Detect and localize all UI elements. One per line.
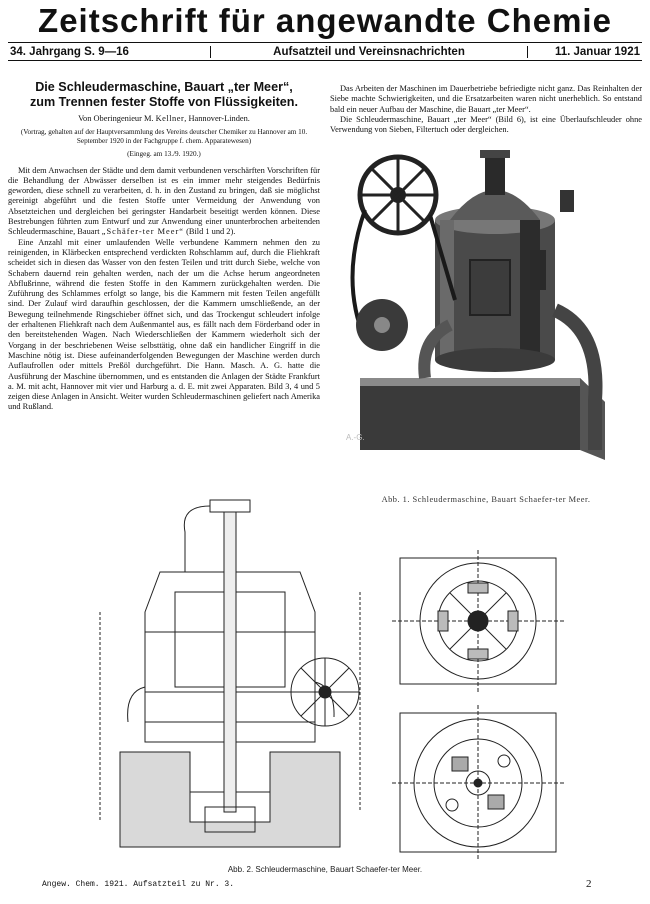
left-column [8,80,320,413]
centrifuge-plan-view-bottom [392,705,564,860]
journal-title: Zeitschrift für angewandte Chemie [38,2,612,39]
paragraph-1-text: Mit dem Anwachsen der Städte und dem damit verbundenen verschärften Vorschriften für die Behandlung der Abwässer derselben ist es ein immer mehr steigendes Bedürfnis geworden, diese schnell zu verarbeiten, d. h. in den Zustand zu bringen, daß sie möglichst gereinigt abgeführt und die festen Stoffe unter Vermeidung der Anwendung von Absetzteichen und dergleichen bei geringster Handarbeit beseitigt werden können. Diese Bestrebungen führten zum Entwurf und zur Anwendung einer ununterbrochen arbeitenden Schleudermaschine, Bauart [8,165,320,237]
paragraph-1-machine-name: „Schäfer-ter Meer“ [101,227,184,237]
centrifuge-section-drawing [90,492,370,852]
centrifuge-plan-view-top [392,550,564,692]
svg-text:A.-G.: A.-G. [346,433,365,442]
issue-date: 11. Januar 1921 [554,45,640,58]
page-number: 2 [586,878,592,890]
article-title [8,80,320,110]
right-column [330,84,642,135]
centrifuge-photo [330,150,642,472]
journal-footer: Angew. Chem. 1921. Aufsatzteil zu Nr. 3. [42,880,235,889]
author-name: Kellner [155,114,185,123]
section-name: Aufsatzteil und Vereinsnachrichten [211,46,528,58]
volume-pages: 34. Jahrgang S. 9—16 [8,46,211,58]
article-title-line1: Die Schleudermaschine, Bauart „ter Meer“, [35,80,293,94]
figure-2-caption: Abb. 2. Schleudermaschine, Bauart Schaefer-ter Meer. [227,865,423,874]
received-date: (Eingeg. am 13./9. 1920.) [127,150,201,159]
article-title-line2: zum Trennen fester Stoffe von Flüssigkeiten. [29,95,299,109]
right-paragraph-2: Die Schleudermaschine, Bauart „ter Meer“ (Bild 6), ist eine Überlaufschleuder ohne Verwendung von Sieben, Filtertuch oder dergleichen. [330,114,642,135]
byline [8,114,320,124]
byline-prefix: Von Oberingenieur M. [78,114,154,123]
paragraph-1-end: (Bild 1 und 2). [183,227,236,237]
right-paragraph-1: Das Arbeiten der Maschinen im Dauerbetriebe befriedigte nicht ganz. Das Reinhalten der Siebe machte Schwierigkeiten, und die Ersatzarbeiten waren nicht unerheblich. So entstand bald ein neuer Aufbau der Maschine, die Bauart „ter Meer“. [330,84,642,114]
issue-info-bar [8,42,642,61]
figure-1-caption: Abb. 1. Schleudermaschine, Bauart Schaefer-ter Meer. [381,495,591,504]
byline-suffix: , Hannover-Linden. [184,114,250,123]
lecture-note: (Vortrag, gehalten auf der Hauptversammlung des Vereins deutscher Chemiker zu Hannover am 10. September 1920 in der Fachgruppe f. chem. Apparatewesen) [20,128,308,146]
paragraph-2: Eine Anzahl mit einer umlaufenden Welle verbundene Kammern nehmen den zu reinigenden, in Klärbecken entsprechend verdickten Rohschlamm auf, durch die Fliehkraft scheidet sich in diesen das Wasser von den festen Teilen und tritt durch Siebe, welche von Schabern dauernd rein gehalten werden, nach der um die Achse herum angeordneten Abflußrinne, während die festen Stoffe in den Kammern zurückgehalten werden. Die Zuführung des Schlammes erfolgt so lange, bis die Kammern mit festen Teilen angefüllt sind. Der Zulauf wird daraufhin geschlossen, der die Kammern umschließende, an der Bewegung teilnehmende Ringschieber öffnet sich, und das Trockengut schleudert infolge der erhaltenen Fliehkraft nach dem Außenmantel aus, es fällt nach dem Förderband oder in den bereitstehenden Wagen. Nach Wiederschließen der Kammern wiederholt sich der Vorgang in der beschriebenen Weise selbsttätig, ohne daß ein handlicher Eingriff in die Maschine nötig ist. Diese aufeinanderfolgenden Bewegungen der Maschine werden durch Auflaufrollen oder mittels Preßöl durchgeführt. Die Hann. Masch. A. G. hatte die Ausführung der Maschine übernommen, und es entstanden die Anlagen der Städte Frankfurt a. M. mit acht, Hannover mit vier und Harburg a. d. E. mit zwei Apparaten. Bild 3, 4 und 5 zeigen diese Anlagen in Ansicht. Weiter wurden Schleudermaschinen geliefert nach Amerika und Rußland. [8,237,320,412]
paragraph-1 [8,166,320,238]
